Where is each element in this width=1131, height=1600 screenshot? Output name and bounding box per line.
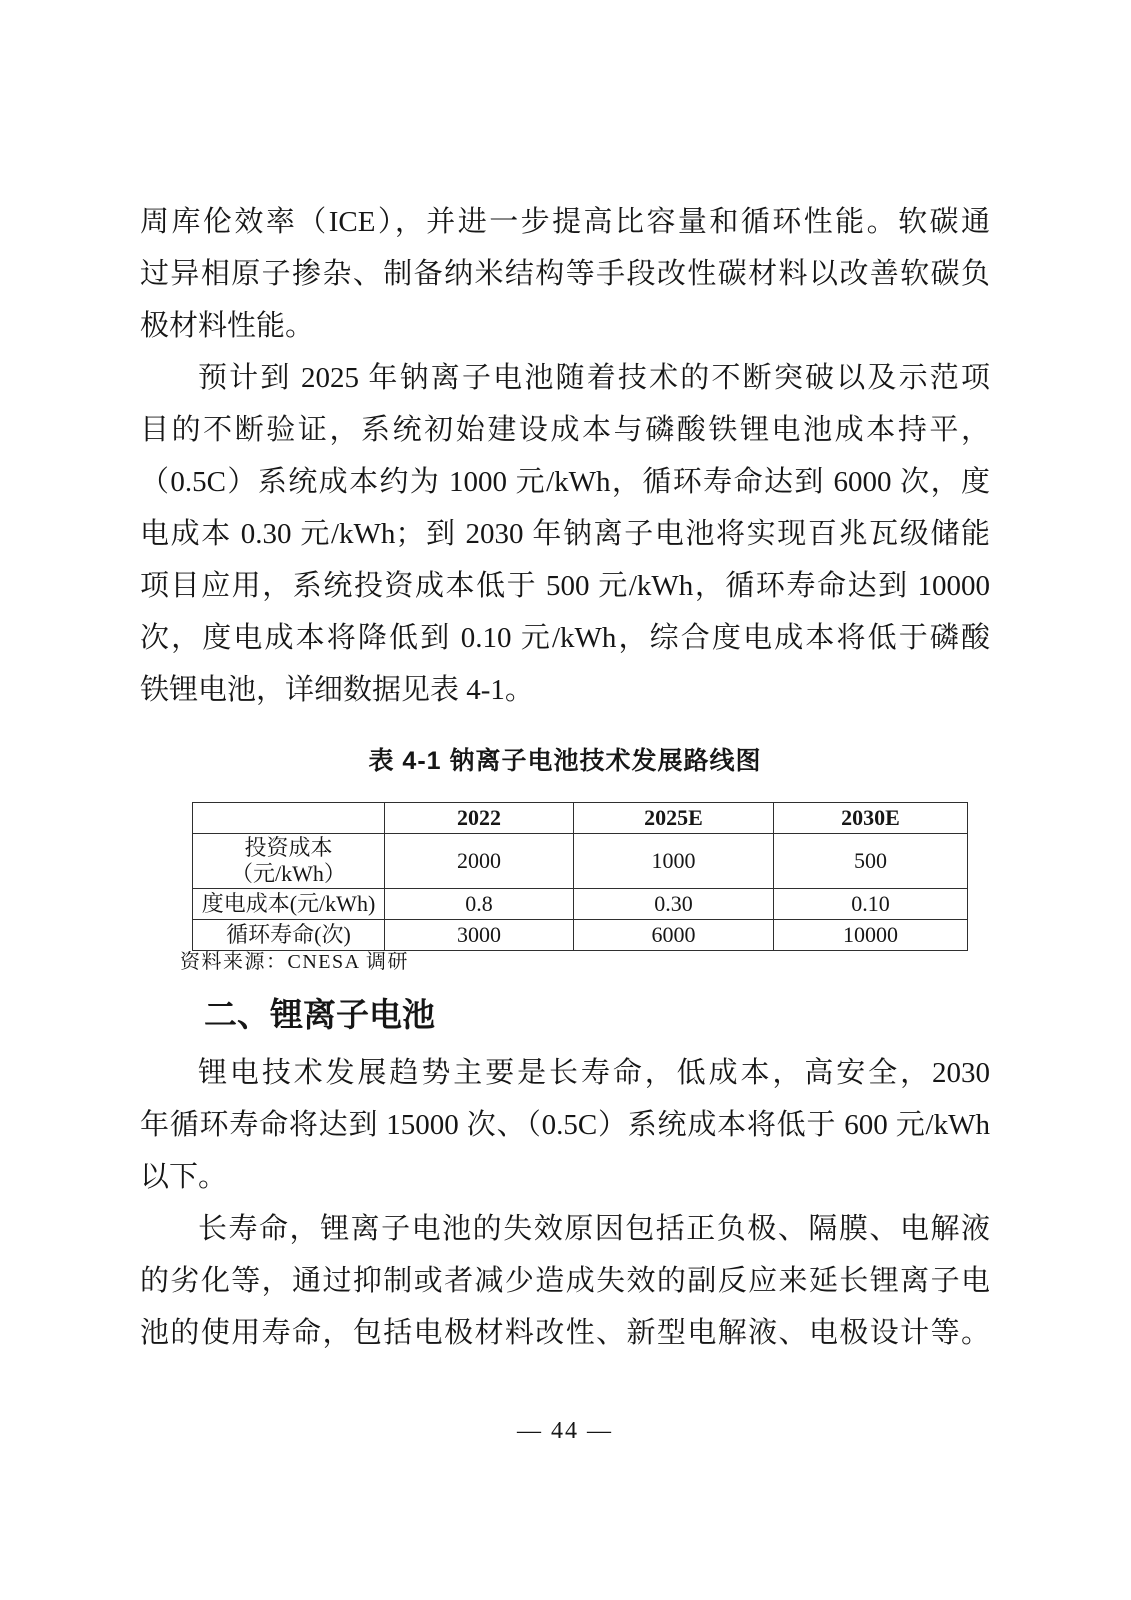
body-line: 周库伦效率（ICE），并进一步提高比容量和循环性能。软碳通 [140,206,990,238]
header-cell-2030e: 2030E [774,803,968,834]
table-row-cycle-life [193,920,968,951]
table-cell: 3000 [385,920,574,951]
body-line: 电成本 0.30 元/kWh；到 2030 年钠离子电池将实现百兆瓦级储能 [140,518,990,550]
source-note: 资料来源：CNESA 调研 [180,951,409,973]
table-cell: 0.10 [774,889,968,920]
table-header-row [193,803,968,834]
body-line: （0.5C）系统成本约为 1000 元/kWh，循环寿命达到 6000 次，度 [140,466,990,498]
table-cell: 0.8 [385,889,574,920]
body-line: 的劣化等，通过抑制或者减少造成失效的副反应来延长锂离子电 [140,1265,990,1297]
row-label: 循环寿命(次) [193,920,385,951]
paragraph-lithium-trend [140,1047,990,1203]
paragraph-soft-carbon [140,196,990,352]
table-cell: 2000 [385,834,574,889]
table-row-investment-cost [193,834,968,889]
table-cell: 10000 [774,920,968,951]
paragraph-lithium-longlife [140,1203,990,1359]
section-heading: 二、锂离子电池 [204,996,435,1033]
body-line: 次，度电成本将降低到 0.10 元/kWh，综合度电成本将低于磷酸 [140,622,990,654]
body-line: 预计到 2025 年钠离子电池随着技术的不断突破以及示范项 [198,362,990,394]
row-label: 投资成本（元/kWh） [193,834,385,889]
body-line: 长寿命，锂离子电池的失效原因包括正负极、隔膜、电解液 [198,1213,990,1245]
table-row-electricity-cost [193,889,968,920]
body-line: 锂电技术发展趋势主要是长寿命，低成本，高安全，2030 [198,1057,990,1089]
sodium-battery-roadmap-table [192,802,968,951]
table-cell: 1000 [574,834,774,889]
body-line: 项目应用，系统投资成本低于 500 元/kWh，循环寿命达到 10000 [140,570,990,602]
header-cell-empty [193,803,385,834]
table-cell: 0.30 [574,889,774,920]
table-cell: 500 [774,834,968,889]
table-container [192,802,968,951]
body-line: 年循环寿命将达到 15000 次、（0.5C）系统成本将低于 600 元/kWh [140,1109,990,1141]
body-line: 目的不断验证，系统初始建设成本与磷酸铁锂电池成本持平， [140,414,990,446]
body-line: 极材料性能。 [140,310,315,342]
body-line: 池的使用寿命，包括电极材料改性、新型电解液、电极设计等。 [140,1317,990,1349]
table-caption: 表 4-1 钠离子电池技术发展路线图 [368,747,762,775]
header-cell-2022: 2022 [385,803,574,834]
body-line: 以下。 [140,1161,228,1193]
body-line: 铁锂电池，详细数据见表 4-1。 [140,674,534,706]
row-label: 度电成本(元/kWh) [193,889,385,920]
table-cell: 6000 [574,920,774,951]
body-line: 过异相原子掺杂、制备纳米结构等手段改性碳材料以改善软碳负 [140,258,990,290]
page-content [140,0,990,1600]
paragraph-sodium-outlook [140,352,990,716]
page-number: — 44 — [517,1418,613,1444]
header-cell-2025e: 2025E [574,803,774,834]
